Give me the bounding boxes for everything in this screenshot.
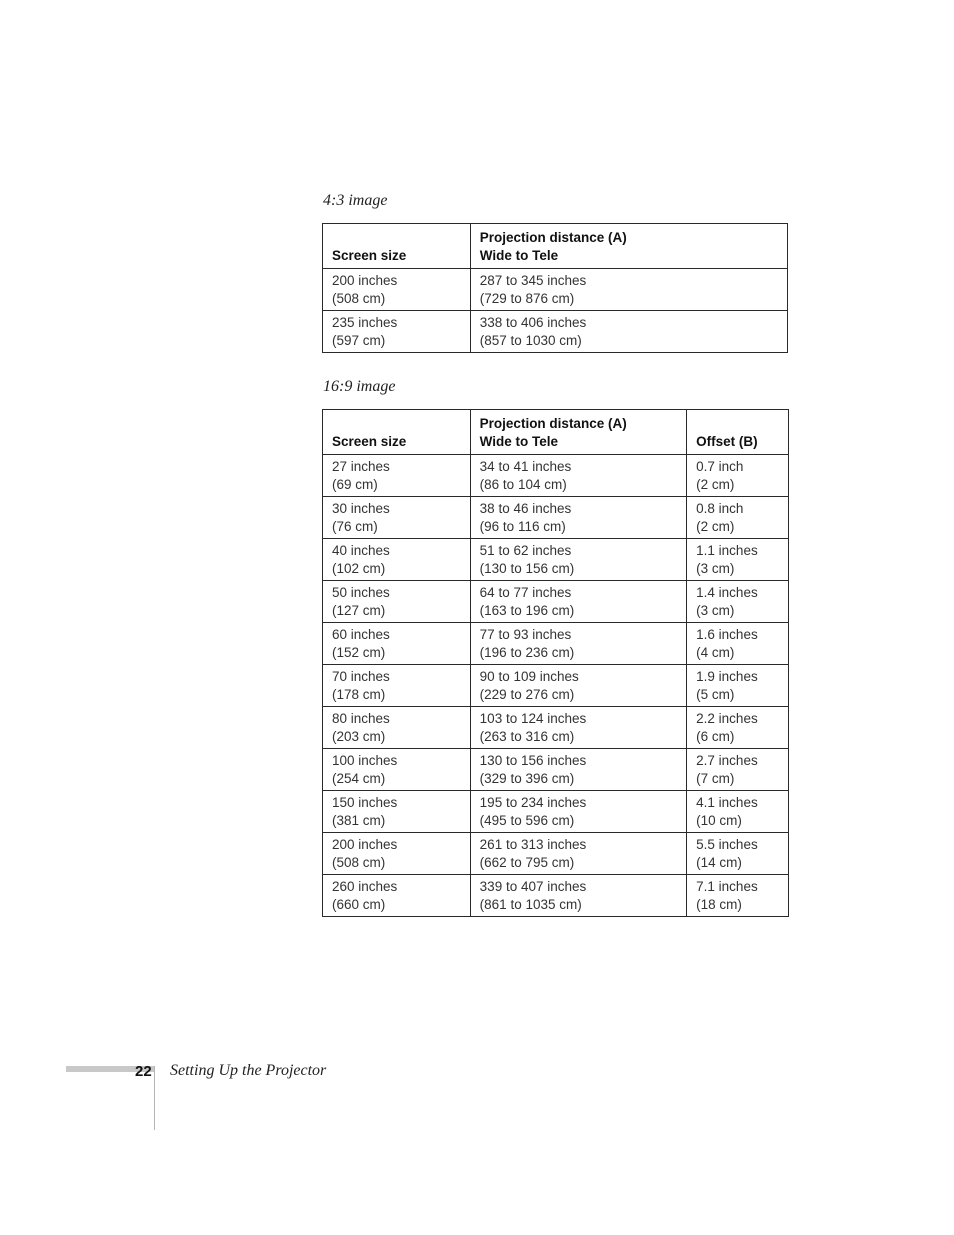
cell-value: 100 inches <box>332 753 398 768</box>
cell-value-metric: (329 to 396 cm) <box>479 770 575 786</box>
cell-value-metric: (7 cm) <box>696 770 735 786</box>
table-row <box>323 269 788 311</box>
cell-value: 38 to 46 inches <box>479 501 572 516</box>
cell-value-metric: (96 to 116 cm) <box>479 518 566 534</box>
cell-value: 338 to 406 inches <box>479 315 587 330</box>
projection-table-4-3 <box>322 223 788 353</box>
table-row <box>323 455 789 497</box>
cell-value: 200 inches <box>332 837 398 852</box>
cell-value-metric: (660 cm) <box>332 896 386 912</box>
cell-value: 70 inches <box>332 669 390 684</box>
cell-value-metric: (10 cm) <box>696 812 742 828</box>
cell-value: 200 inches <box>332 273 398 288</box>
cell-value: 260 inches <box>332 879 398 894</box>
cell-value-metric: (2 cm) <box>696 476 735 492</box>
cell-projection-distance <box>470 539 686 581</box>
cell-value: 130 to 156 inches <box>479 753 587 768</box>
column-header-screen-size <box>323 410 471 455</box>
cell-value: 261 to 313 inches <box>479 837 587 852</box>
cell-value-metric: (729 to 876 cm) <box>479 290 575 306</box>
cell-offset <box>687 749 789 791</box>
cell-offset <box>687 539 789 581</box>
cell-screen-size <box>323 833 471 875</box>
cell-value: 60 inches <box>332 627 390 642</box>
column-header-projection-distance <box>470 224 787 269</box>
cell-value-metric: (857 to 1030 cm) <box>479 332 582 348</box>
cell-projection-distance <box>470 749 686 791</box>
cell-value-metric: (127 cm) <box>332 602 386 618</box>
cell-value-metric: (229 to 276 cm) <box>479 686 575 702</box>
cell-value: 34 to 41 inches <box>479 459 572 474</box>
cell-offset <box>687 497 789 539</box>
cell-value-metric: (662 to 795 cm) <box>479 854 575 870</box>
cell-offset <box>687 665 789 707</box>
cell-projection-distance <box>470 833 686 875</box>
table-row <box>323 665 789 707</box>
cell-screen-size <box>323 581 471 623</box>
cell-value: 27 inches <box>332 459 390 474</box>
cell-offset <box>687 833 789 875</box>
cell-value-metric: (130 to 156 cm) <box>479 560 575 576</box>
cell-value-metric: (508 cm) <box>332 290 386 306</box>
cell-screen-size <box>323 311 471 353</box>
table-row <box>323 875 789 917</box>
cell-value-metric: (381 cm) <box>332 812 386 828</box>
cell-value: 4.1 inches <box>696 795 758 810</box>
cell-value-metric: (508 cm) <box>332 854 386 870</box>
cell-value-metric: (254 cm) <box>332 770 386 786</box>
cell-value: 235 inches <box>332 315 398 330</box>
table-row <box>323 623 789 665</box>
table-row <box>323 791 789 833</box>
cell-value-metric: (5 cm) <box>696 686 735 702</box>
column-header-projection-distance <box>470 410 686 455</box>
cell-value-metric: (495 to 596 cm) <box>479 812 575 828</box>
cell-value-metric: (163 to 196 cm) <box>479 602 575 618</box>
cell-value-metric: (597 cm) <box>332 332 386 348</box>
cell-value: 77 to 93 inches <box>479 627 572 642</box>
cell-value-metric: (102 cm) <box>332 560 386 576</box>
cell-value: 2.2 inches <box>696 711 758 726</box>
cell-value-metric: (86 to 104 cm) <box>479 476 567 492</box>
cell-projection-distance <box>470 665 686 707</box>
cell-value: 1.9 inches <box>696 669 758 684</box>
cell-value: 2.7 inches <box>696 753 758 768</box>
table-row <box>323 539 789 581</box>
cell-projection-distance <box>470 269 787 311</box>
column-header-offset <box>687 410 789 455</box>
table-header-row <box>323 410 789 455</box>
cell-projection-distance <box>470 875 686 917</box>
cell-value-metric: (69 cm) <box>332 476 378 492</box>
table-row <box>323 749 789 791</box>
cell-value: 0.8 inch <box>696 501 744 516</box>
cell-projection-distance <box>470 623 686 665</box>
cell-value: 80 inches <box>332 711 390 726</box>
cell-value-metric: (3 cm) <box>696 560 735 576</box>
table-caption-16-9: 16:9 image <box>323 378 396 395</box>
cell-value-metric: (178 cm) <box>332 686 386 702</box>
cell-value: 1.4 inches <box>696 585 758 600</box>
cell-screen-size <box>323 269 471 311</box>
cell-value: 40 inches <box>332 543 390 558</box>
cell-value-metric: (18 cm) <box>696 896 742 912</box>
cell-offset <box>687 455 789 497</box>
cell-screen-size <box>323 875 471 917</box>
cell-value: 5.5 inches <box>696 837 758 852</box>
projection-table-16-9 <box>322 409 789 917</box>
cell-projection-distance <box>470 791 686 833</box>
header-label-line1: Projection distance (A) <box>479 416 627 431</box>
cell-value: 7.1 inches <box>696 879 758 894</box>
cell-screen-size <box>323 623 471 665</box>
cell-value: 64 to 77 inches <box>479 585 572 600</box>
cell-value-metric: (152 cm) <box>332 644 386 660</box>
cell-screen-size <box>323 539 471 581</box>
cell-screen-size <box>323 749 471 791</box>
cell-value: 103 to 124 inches <box>479 711 587 726</box>
cell-value-metric: (14 cm) <box>696 854 742 870</box>
header-label-line2: Wide to Tele <box>479 433 559 449</box>
cell-projection-distance <box>470 707 686 749</box>
table-row <box>323 497 789 539</box>
column-header-screen-size <box>323 224 471 269</box>
table-body <box>323 455 789 917</box>
header-label-line2: Wide to Tele <box>479 247 559 263</box>
running-section-title: Setting Up the Projector <box>170 1062 327 1079</box>
cell-value-metric: (196 to 236 cm) <box>479 644 575 660</box>
cell-projection-distance <box>470 497 686 539</box>
header-label: Screen size <box>332 247 407 263</box>
cell-value: 30 inches <box>332 501 390 516</box>
table-row <box>323 707 789 749</box>
cell-value: 150 inches <box>332 795 398 810</box>
header-label-line1: Projection distance (A) <box>479 230 627 245</box>
cell-value: 195 to 234 inches <box>479 795 587 810</box>
table-row <box>323 833 789 875</box>
header-label: Screen size <box>332 433 407 449</box>
cell-value-metric: (861 to 1035 cm) <box>479 896 582 912</box>
page-number: 22 <box>135 1063 152 1080</box>
cell-value-metric: (6 cm) <box>696 728 735 744</box>
cell-value-metric: (4 cm) <box>696 644 735 660</box>
cell-screen-size <box>323 665 471 707</box>
cell-projection-distance <box>470 581 686 623</box>
cell-offset <box>687 707 789 749</box>
cell-offset <box>687 791 789 833</box>
cell-value-metric: (263 to 316 cm) <box>479 728 575 744</box>
cell-value-metric: (203 cm) <box>332 728 386 744</box>
cell-value: 339 to 407 inches <box>479 879 587 894</box>
cell-value: 287 to 345 inches <box>479 273 587 288</box>
footer-divider <box>154 1066 155 1130</box>
cell-screen-size <box>323 707 471 749</box>
cell-offset <box>687 623 789 665</box>
table-row <box>323 311 788 353</box>
cell-value: 0.7 inch <box>696 459 744 474</box>
cell-value: 90 to 109 inches <box>479 669 579 684</box>
cell-offset <box>687 875 789 917</box>
cell-offset <box>687 581 789 623</box>
cell-screen-size <box>323 497 471 539</box>
table-row <box>323 581 789 623</box>
table-caption-4-3: 4:3 image <box>323 192 388 209</box>
header-label: Offset (B) <box>696 433 758 449</box>
cell-projection-distance <box>470 455 686 497</box>
cell-value: 51 to 62 inches <box>479 543 572 558</box>
cell-value: 1.1 inches <box>696 543 758 558</box>
cell-screen-size <box>323 791 471 833</box>
cell-screen-size <box>323 455 471 497</box>
table-header-row <box>323 224 788 269</box>
cell-projection-distance <box>470 311 787 353</box>
cell-value-metric: (3 cm) <box>696 602 735 618</box>
cell-value: 50 inches <box>332 585 390 600</box>
cell-value: 1.6 inches <box>696 627 758 642</box>
cell-value-metric: (2 cm) <box>696 518 735 534</box>
cell-value-metric: (76 cm) <box>332 518 378 534</box>
